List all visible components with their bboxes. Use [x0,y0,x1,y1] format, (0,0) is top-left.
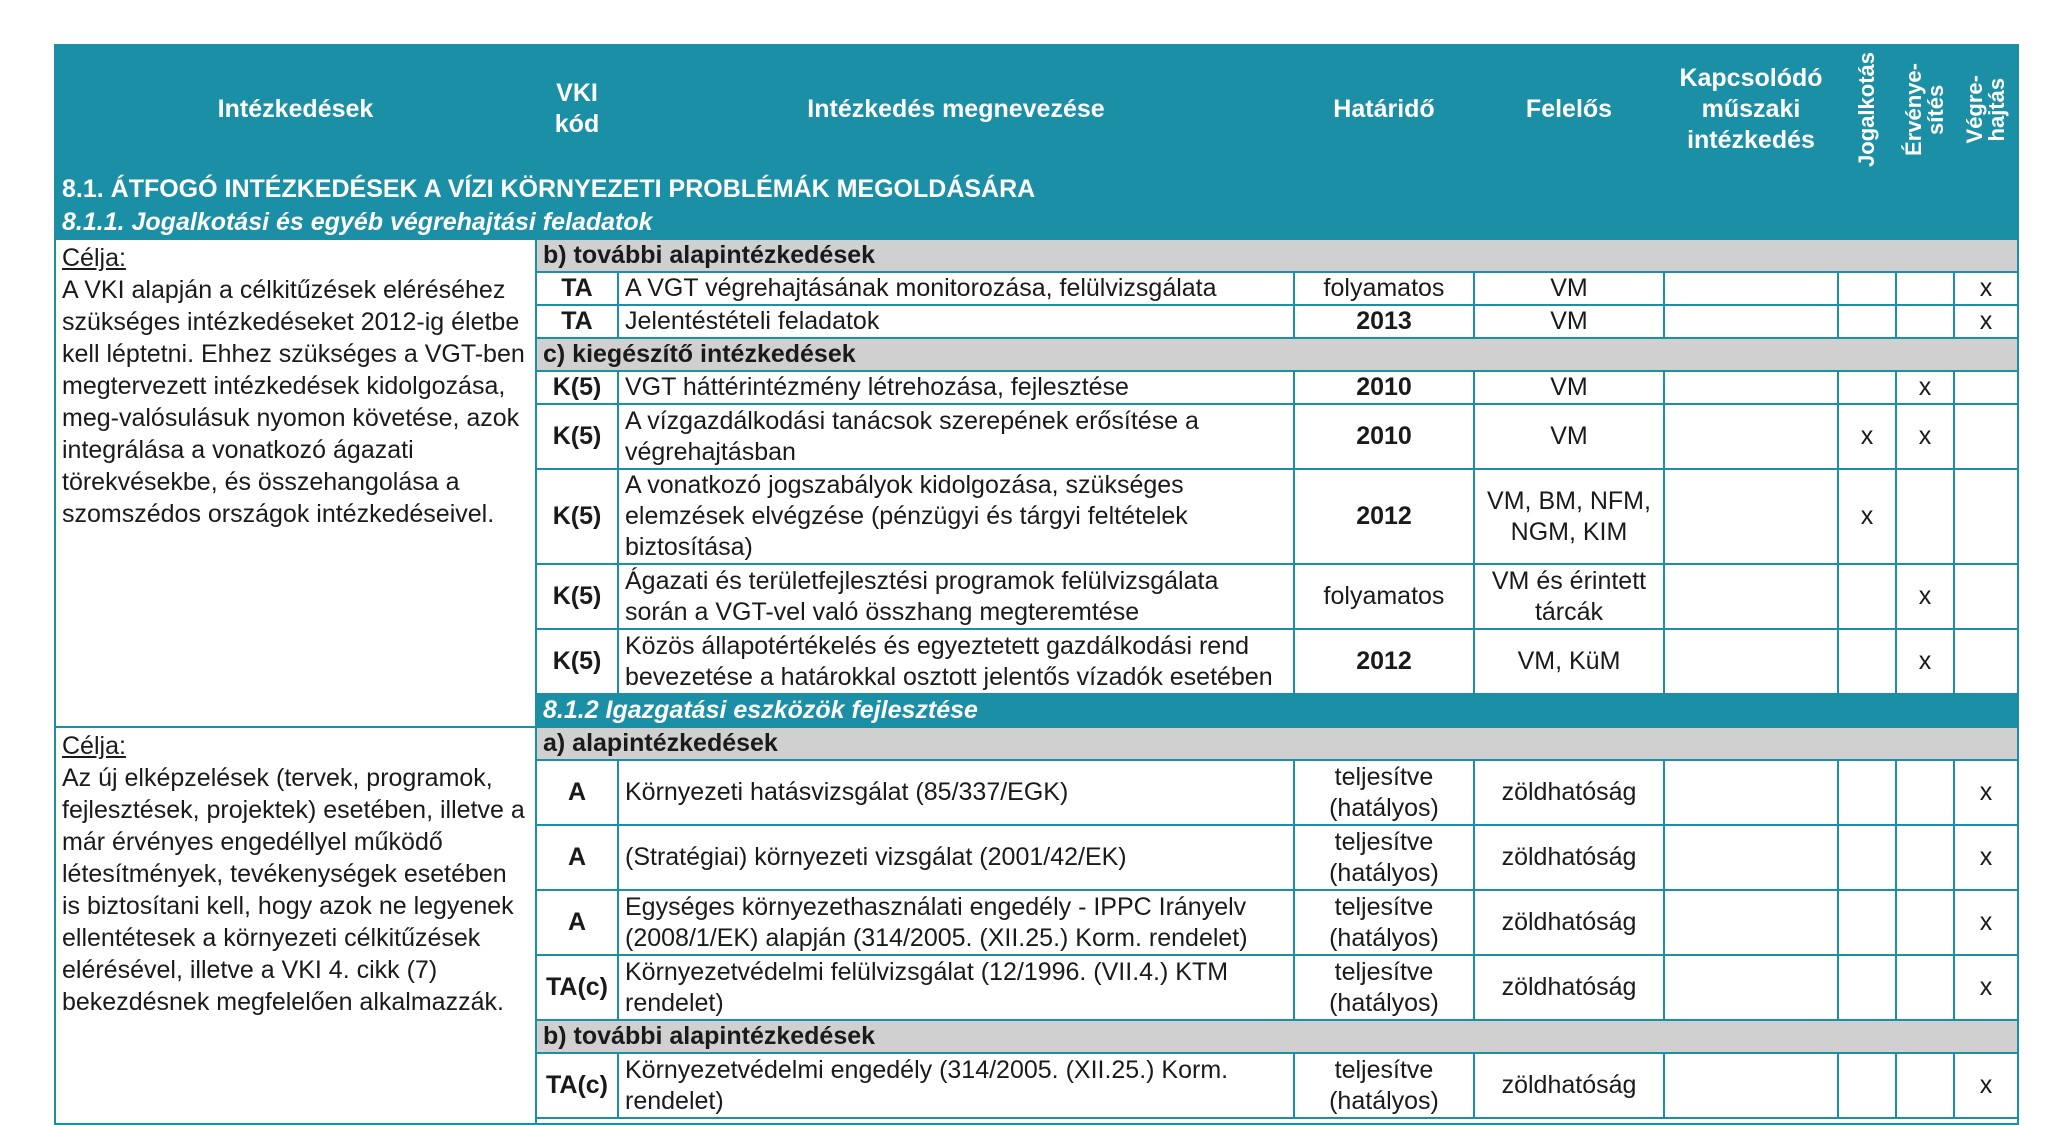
execution-mark [1954,469,2018,564]
legislation-mark [1838,371,1896,404]
responsible-cell: zöldhatóság [1474,760,1664,825]
measure-name-cell: Közös állapotértékelés és egyeztetett gazdálkodási rend bevezetése a határokkal osztott jelentős vízadók esetében [618,629,1294,694]
responsible-cell: VM és érintett tárcák [1474,564,1664,629]
responsible-cell: VM, KüM [1474,629,1664,694]
enforcement-mark [1896,1053,1954,1118]
legislation-mark: x [1838,404,1896,469]
group-label: b) további alapintézkedések [536,239,2018,272]
legislation-mark [1838,564,1896,629]
execution-mark [1954,404,2018,469]
goal-text: A VKI alapján a célkitűzések eléréséhez szükséges intézkedéseket 2012-ig életbe kell léptetni. Ehhez szükséges a VGT-ben megtervezett intézkedések kidolgozása, meg-valósulásuk nyomon követése, azok integrálása a vonatkozó ágazati törekvésekbe, és összehangolása a szomszédos országok intézkedéseivel. [62,276,525,528]
deadline-cell: folyamatos [1294,564,1474,629]
enforcement-mark [1896,955,1954,1020]
enforcement-mark [1896,890,1954,955]
enforcement-mark [1896,825,1954,890]
section-title-row [55,173,2018,206]
header-vki-code-label: VKI kód [554,79,600,138]
goal-cell [55,727,536,1124]
responsible-cell: VM [1474,404,1664,469]
subsection-title-row [55,206,2018,239]
vki-code-cell: A [536,825,618,890]
execution-mark: x [1954,825,2018,890]
execution-mark: x [1954,272,2018,305]
responsible-cell: zöldhatóság [1474,1053,1664,1118]
deadline-cell: 2012 [1294,629,1474,694]
legislation-mark [1838,760,1896,825]
deadline-cell: 2013 [1294,305,1474,338]
legislation-mark [1838,272,1896,305]
execution-mark: x [1954,890,2018,955]
deadline-cell: teljesítve (hatályos) [1294,955,1474,1020]
header-related [1664,45,1838,173]
responsible-cell: VM [1474,371,1664,404]
related-cell [1664,404,1838,469]
header-execution-label: Végre- hajtás [1962,74,2009,144]
deadline-cell: teljesítve (hatályos) [1294,825,1474,890]
vki-code-cell: K(5) [536,564,618,629]
header-row [55,45,2018,173]
spacer-cell [536,1118,2018,1124]
goal-label: Célja: [62,732,126,760]
header-responsible: Felelős [1474,45,1664,173]
deadline-cell: teljesítve (hatályos) [1294,760,1474,825]
responsible-cell: VM, BM, NFM, NGM, KIM [1474,469,1664,564]
group-label: c) kiegészítő intézkedések [536,338,2018,371]
enforcement-mark: x [1896,371,1954,404]
execution-mark [1954,629,2018,694]
subsection-title: 8.1.1. Jogalkotási és egyéb végrehajtási feladatok [55,206,2018,239]
measure-name-cell: A VGT végrehajtásának monitorozása, felülvizsgálata [618,272,1294,305]
vki-code-cell: TA(c) [536,1053,618,1118]
responsible-cell: zöldhatóság [1474,825,1664,890]
deadline-cell: 2010 [1294,404,1474,469]
group-label: b) további alapintézkedések [536,1020,2018,1053]
vki-code-cell: TA [536,305,618,338]
vki-code-cell: A [536,760,618,825]
enforcement-mark: x [1896,629,1954,694]
related-cell [1664,469,1838,564]
enforcement-mark: x [1896,404,1954,469]
execution-mark: x [1954,955,2018,1020]
responsible-cell: zöldhatóság [1474,890,1664,955]
measure-name-cell: (Stratégiai) környezeti vizsgálat (2001/42/EK) [618,825,1294,890]
vki-code-cell: K(5) [536,371,618,404]
legislation-mark [1838,1053,1896,1118]
related-cell [1664,760,1838,825]
deadline-cell: 2010 [1294,371,1474,404]
related-cell [1664,564,1838,629]
enforcement-mark [1896,760,1954,825]
measure-name-cell: Jelentéstételi feladatok [618,305,1294,338]
related-cell [1664,305,1838,338]
measures-table [54,44,2019,1125]
subsection-title: 8.1.2 Igazgatási eszközök fejlesztése [536,694,2018,727]
measure-name-cell: Környezeti hatásvizsgálat (85/337/EGK) [618,760,1294,825]
measure-name-cell: Környezetvédelmi engedély (314/2005. (XII.25.) Korm. rendelet) [618,1053,1294,1118]
goal-cell [55,239,536,727]
execution-mark: x [1954,305,2018,338]
responsible-cell: VM [1474,305,1664,338]
related-cell [1664,955,1838,1020]
execution-mark [1954,371,2018,404]
deadline-cell: teljesítve (hatályos) [1294,1053,1474,1118]
header-related-label: Kapcsolódó műszaki intézkedés [1679,63,1823,154]
related-cell [1664,890,1838,955]
section-title: 8.1. ÁTFOGÓ INTÉZKEDÉSEK A VÍZI KÖRNYEZETI PROBLÉMÁK MEGOLDÁSÁRA [55,173,2018,206]
related-cell [1664,371,1838,404]
legislation-mark [1838,890,1896,955]
execution-mark: x [1954,1053,2018,1118]
related-cell [1664,1053,1838,1118]
execution-mark [1954,564,2018,629]
deadline-cell: teljesítve (hatályos) [1294,890,1474,955]
group-label: a) alapintézkedések [536,727,2018,760]
group-row [55,727,2018,760]
deadline-cell: 2012 [1294,469,1474,564]
legislation-mark [1838,305,1896,338]
measure-name-cell: VGT háttérintézmény létrehozása, fejlesztése [618,371,1294,404]
enforcement-mark: x [1896,564,1954,629]
vki-code-cell: TA(c) [536,955,618,1020]
header-measures: Intézkedések [55,45,536,173]
deadline-cell: folyamatos [1294,272,1474,305]
header-measure-name: Intézkedés megnevezése [618,45,1294,173]
related-cell [1664,272,1838,305]
header-enforcement-label: Érvénye- sítés [1901,62,1948,156]
responsible-cell: zöldhatóság [1474,955,1664,1020]
header-vki-code [536,45,618,173]
legislation-mark [1838,955,1896,1020]
vki-code-cell: K(5) [536,404,618,469]
goal-text: Az új elképzelések (tervek, programok, fejlesztések, projektek) esetében, illetve a már érvényes engedéllyel működő létesítmények, tevékenységek esetében is biztosítani kell, hogy azok ne legyenek ellentétesek a környezeti célkitűzések elérésével, illetve a VKI 4. cikk (7) bekezdésnek megfelelően alkalmazzák. [62,764,525,1016]
header-legislation [1838,45,1896,173]
header-enforcement [1896,45,1954,173]
measure-name-cell: A vízgazdálkodási tanácsok szerepének erősítése a végrehajtásban [618,404,1294,469]
legislation-mark [1838,825,1896,890]
measure-name-cell: A vonatkozó jogszabályok kidolgozása, szükséges elemzések elvégzése (pénzügyi és tárgyi feltételek biztosítása) [618,469,1294,564]
vki-code-cell: TA [536,272,618,305]
vki-code-cell: A [536,890,618,955]
vki-code-cell: K(5) [536,469,618,564]
measure-name-cell: Környezetvédelmi felülvizsgálat (12/1996. (VII.4.) KTM rendelet) [618,955,1294,1020]
related-cell [1664,825,1838,890]
execution-mark: x [1954,760,2018,825]
responsible-cell: VM [1474,272,1664,305]
enforcement-mark [1896,469,1954,564]
enforcement-mark [1896,272,1954,305]
header-execution [1954,45,2018,173]
enforcement-mark [1896,305,1954,338]
header-legislation-label: Jogalkotás [1854,51,1879,167]
goal-label: Célja: [62,244,126,272]
measure-name-cell: Ágazati és területfejlesztési programok felülvizsgálata során a VGT-vel való összhang megteremtése [618,564,1294,629]
measure-name-cell: Egységes környezethasználati engedély - IPPC Irányelv (2008/1/EK) alapján (314/2005. (XII.25.) Korm. rendelet) [618,890,1294,955]
group-row [55,239,2018,272]
header-deadline: Határidő [1294,45,1474,173]
vki-code-cell: K(5) [536,629,618,694]
related-cell [1664,629,1838,694]
legislation-mark [1838,629,1896,694]
legislation-mark: x [1838,469,1896,564]
